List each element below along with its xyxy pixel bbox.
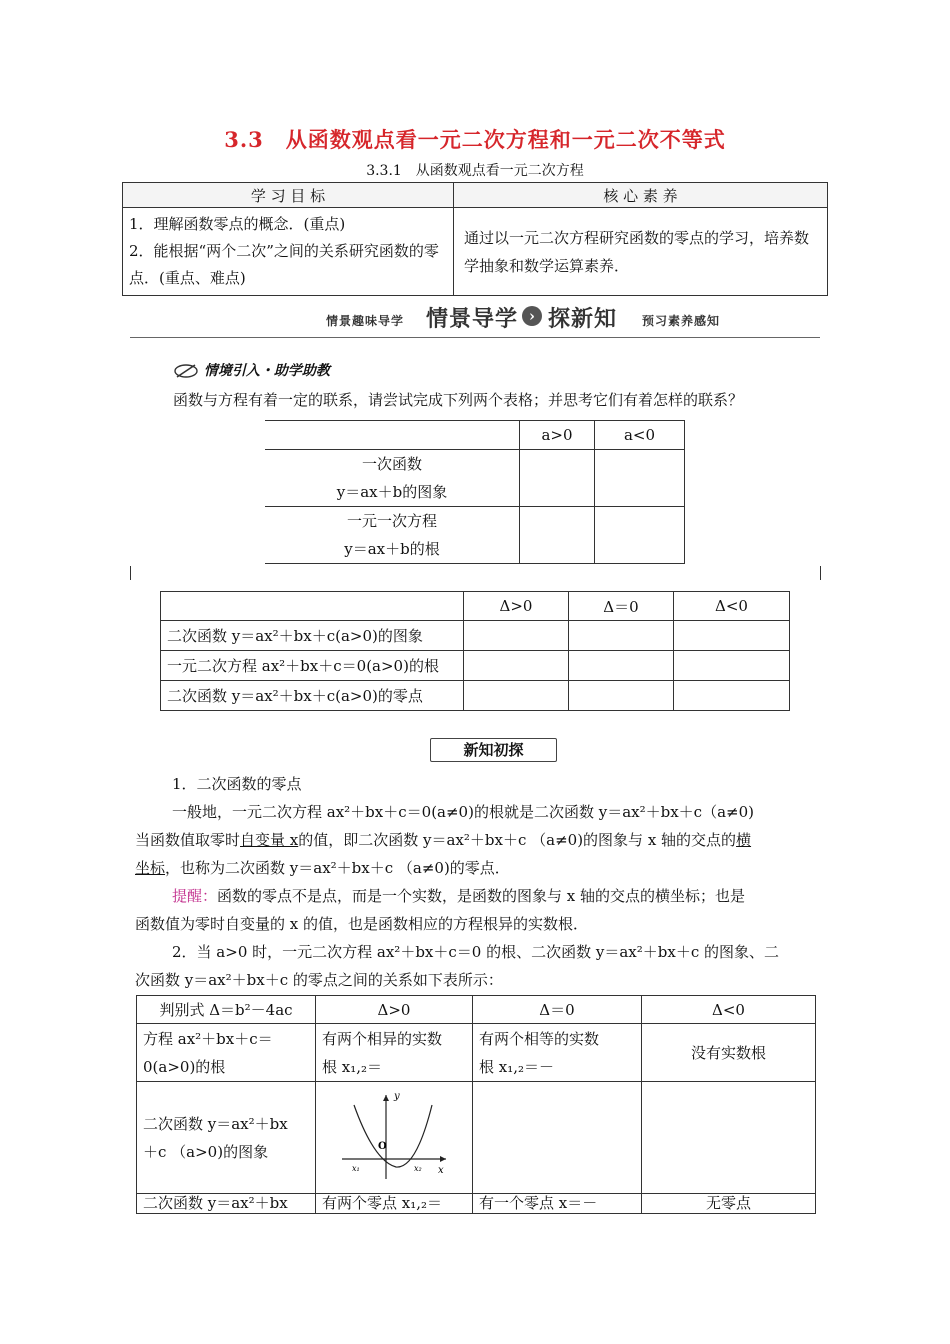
x-axis-arrow bbox=[440, 1156, 446, 1162]
pen-icon bbox=[173, 362, 199, 380]
linear-table bbox=[265, 420, 685, 564]
banner-main: 情景导学 bbox=[426, 307, 519, 332]
table-row-label bbox=[265, 450, 520, 507]
paragraph-line bbox=[135, 854, 820, 882]
row-label-line: 一次函数 bbox=[361, 455, 422, 473]
table-cell: 有一个零点 x＝－ bbox=[473, 1194, 642, 1214]
goals-header: 学 习 目 标 bbox=[123, 183, 454, 208]
relation-table bbox=[136, 995, 816, 1214]
cell-line: 有两个相异的实数 bbox=[322, 1029, 443, 1048]
table-cell bbox=[161, 592, 464, 621]
graph-cell bbox=[316, 1082, 473, 1194]
paragraph-line: 2．当 a>0 时，一元二次方程 ax²＋bx＋c＝0 的根、二次函数 y＝ax²＋bx＋c 的图象、二 bbox=[172, 943, 779, 961]
row-label-line: 二次函数 y＝ax²＋bx bbox=[143, 1114, 288, 1133]
intro-heading-text: 情境引入・助学助教 bbox=[203, 363, 330, 379]
table-row-label: 一元二次方程 ax²＋bx＋c＝0(a>0)的根 bbox=[161, 651, 464, 681]
table-cell bbox=[595, 507, 685, 564]
text-span: 的值，即二次函数 y＝ax²＋bx＋c （a≠0)的图象与 x 轴的交点的 bbox=[298, 831, 737, 849]
hint-label: 提醒： bbox=[172, 887, 218, 905]
table-cell: 有两个零点 x₁,₂＝ bbox=[316, 1194, 473, 1214]
parabola-graph bbox=[334, 1091, 454, 1181]
page-subtitle: 3.3.1 从函数观点看一元二次方程 bbox=[366, 163, 584, 179]
hint-line-2: 函数值为零时自变量的 x 的值，也是函数相应的方程根异的实数根． bbox=[135, 915, 588, 933]
divider bbox=[130, 337, 820, 338]
row-label-line: 方程 ax²＋bx＋c＝ bbox=[143, 1029, 273, 1048]
goal-item: 1．理解函数零点的概念．(重点) bbox=[129, 215, 346, 233]
row-label-line: ＋c （a>0)的图象 bbox=[143, 1142, 269, 1161]
table-cell bbox=[520, 450, 595, 507]
text-span: 当函数值取零时 bbox=[135, 831, 241, 849]
table-row-label: 二次函数 y＝ax²＋bx bbox=[137, 1194, 316, 1214]
section-tag: 新知初探 bbox=[430, 738, 557, 762]
paragraph-line: 次函数 y＝ax²＋bx＋c 的零点之间的关系如下表所示： bbox=[135, 971, 503, 989]
margin-mark bbox=[130, 566, 131, 580]
page-title: 3.3 从函数观点看一元二次方程和一元二次不等式 bbox=[224, 127, 726, 152]
table-cell: 没有实数根 bbox=[642, 1024, 816, 1082]
quadratic-table bbox=[160, 591, 790, 711]
banner-right-text: 预习素养感知 bbox=[642, 314, 721, 328]
table-header-delta-neg: Δ<0 bbox=[642, 996, 816, 1024]
table-cell bbox=[520, 507, 595, 564]
margin-mark bbox=[820, 566, 821, 580]
table-cell bbox=[595, 450, 685, 507]
underlined-term: 自变量 x bbox=[240, 831, 299, 849]
text-span: 函数的零点不是点，而是一个实数，是函数的图象与 x 轴的交点的横坐标；也是 bbox=[217, 887, 746, 905]
table-row-label bbox=[137, 1082, 316, 1194]
paragraph-line: 一般地，一元二次方程 ax²＋bx＋c＝0(a≠0)的根就是二次函数 y＝ax²＋bx＋c（a≠0) bbox=[172, 803, 754, 821]
table-cell bbox=[473, 1024, 642, 1082]
origin-label: O bbox=[378, 1140, 387, 1152]
cell-line: 有两个相等的实数 bbox=[479, 1029, 600, 1048]
section-banner bbox=[130, 300, 820, 334]
table-header-discriminant: 判别式 Δ＝b²－4ac bbox=[137, 996, 316, 1024]
axis-label-y: y bbox=[394, 1090, 400, 1102]
underlined-term: 坐标 bbox=[135, 859, 166, 877]
axis-label-x: x bbox=[438, 1164, 444, 1176]
table-cell bbox=[642, 1082, 816, 1194]
table-header-a-neg: a<0 bbox=[595, 421, 685, 450]
table-row-label: 二次函数 y＝ax²＋bx＋c(a>0)的图象 bbox=[161, 621, 464, 651]
table-header-delta-pos: Δ>0 bbox=[464, 592, 569, 621]
row-label-line: y＝ax＋b的根 bbox=[344, 540, 440, 558]
chevron-right-icon: › bbox=[522, 306, 542, 326]
table-cell: 无零点 bbox=[642, 1194, 816, 1214]
cell-line: 根 x₁,₂＝－ bbox=[479, 1057, 555, 1076]
goal-item: 2．能根据“两个二次”之间的关系研究函数的零点．(重点、难点) bbox=[129, 242, 439, 287]
root-label-x1: x₁ bbox=[352, 1163, 360, 1173]
paragraph-line bbox=[135, 826, 820, 854]
table-cell bbox=[316, 1024, 473, 1082]
banner-left-text: 情景趣味导学 bbox=[326, 314, 405, 328]
table-header-delta-neg: Δ<0 bbox=[674, 592, 790, 621]
table-header-delta-zero: Δ＝0 bbox=[473, 996, 642, 1024]
intro-heading bbox=[173, 360, 330, 380]
table-row-label bbox=[265, 507, 520, 564]
root-label-x2: x₂ bbox=[414, 1163, 422, 1173]
core-text: 通过以一元二次方程研究函数的零点的学习，培养数学抽象和数学运算素养． bbox=[454, 208, 828, 296]
table-header-delta-zero: Δ＝0 bbox=[569, 592, 674, 621]
underlined-term: 横 bbox=[736, 831, 752, 849]
y-axis-arrow bbox=[383, 1095, 389, 1101]
table-cell bbox=[473, 1082, 642, 1194]
text-span: ，也称为二次函数 y＝ax²＋bx＋c （a≠0)的零点． bbox=[165, 859, 510, 877]
row-label-line: 一元一次方程 bbox=[346, 512, 437, 530]
banner-main-2: 探新知 bbox=[548, 307, 618, 332]
table-header-delta-pos: Δ>0 bbox=[316, 996, 473, 1024]
table-header-a-pos: a>0 bbox=[520, 421, 595, 450]
core-header: 核 心 素 养 bbox=[454, 183, 828, 208]
goals-table bbox=[122, 182, 828, 296]
row-label-line: y＝ax＋b的图象 bbox=[336, 483, 448, 501]
table-row-label: 二次函数 y＝ax²＋bx＋c(a>0)的零点 bbox=[161, 681, 464, 711]
parabola-curve bbox=[354, 1105, 432, 1167]
cell-line: 根 x₁,₂＝ bbox=[322, 1057, 383, 1076]
table-row-label bbox=[137, 1024, 316, 1082]
heading-zeros: 1．二次函数的零点 bbox=[172, 775, 302, 793]
table-cell bbox=[265, 421, 520, 450]
hint-line bbox=[172, 882, 832, 910]
intro-text: 函数与方程有着一定的联系，请尝试完成下列两个表格；并思考它们有着怎样的联系？ bbox=[173, 391, 744, 409]
row-label-line: 0(a>0)的根 bbox=[143, 1057, 226, 1076]
